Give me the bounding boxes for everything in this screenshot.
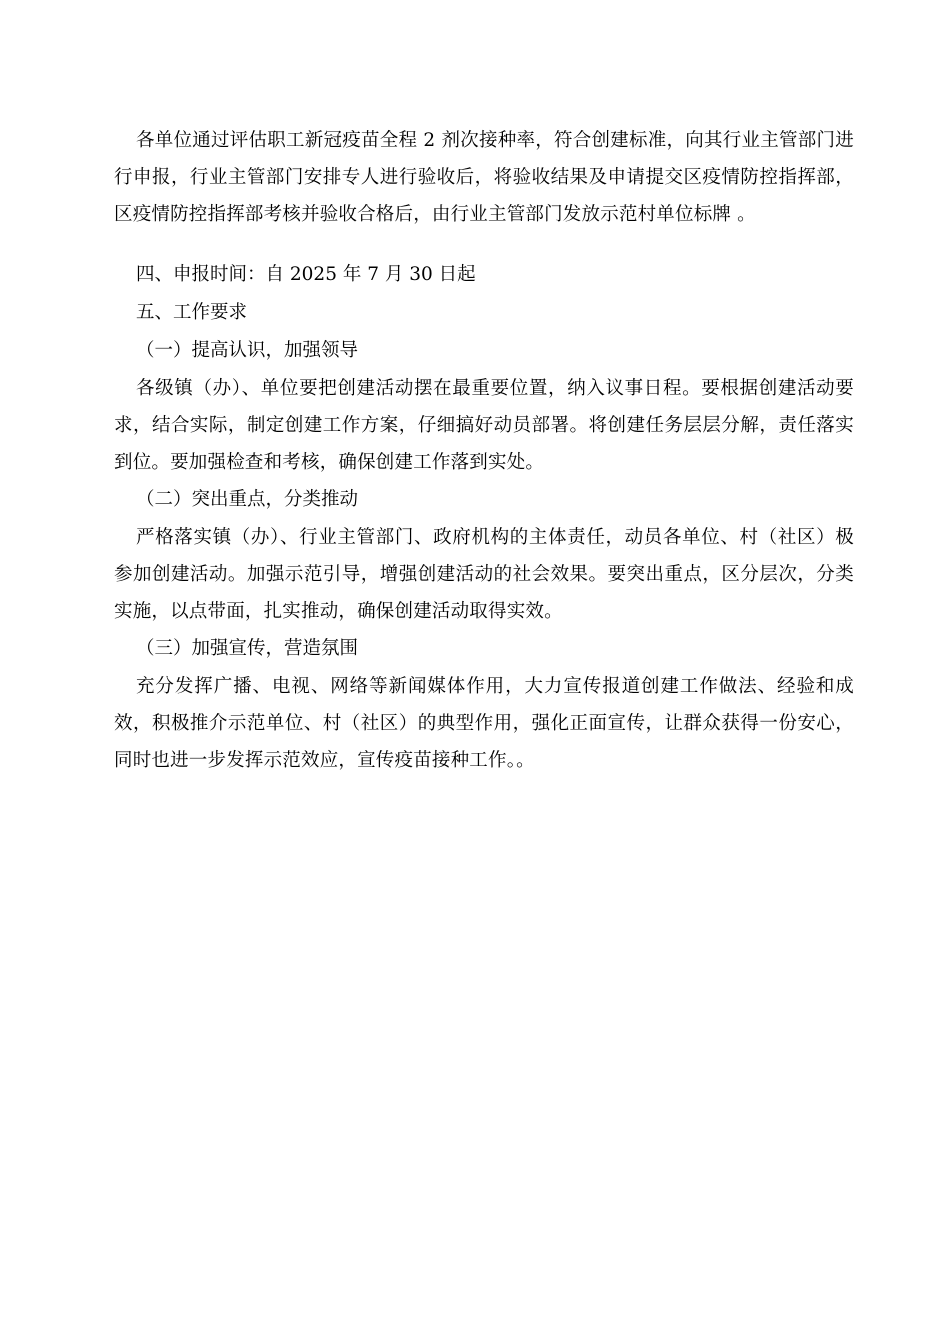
subsection-3-title: （三）加强宣传，营造氛围	[136, 638, 359, 659]
section-4-heading: 四、申报时间：自 2025 年 7 月 30 日起	[136, 264, 476, 285]
document-body	[114, 122, 854, 779]
subsection-2-title: （二）突出重点，分类推动	[136, 489, 359, 510]
paragraph-spacer	[114, 233, 854, 256]
subsection-1-title: （一）提高认识，加强领导	[136, 340, 359, 361]
subsection-2-body: 严格落实镇（办）、行业主管部门、政府机构的主体责任，动员各单位、村（社区）极参加创建活动。加强示范引导，增强创建活动的社会效果。要突出重点，区分层次，分类实施，以点带面，扎实推动，确保创建活动取得实效。	[114, 527, 854, 622]
subsection-3-body: 充分发挥广播、电视、网络等新闻媒体作用，大力宣传报道创建工作做法、经验和成效，积极推介示范单位、村（社区）的典型作用，强化正面宣传，让群众获得一份安心，同时也进一步发挥示范效应，宣传疫苗接种工作。。	[114, 676, 854, 771]
intro-paragraph: 各单位通过评估职工新冠疫苗全程 2 剂次接种率，符合创建标准，向其行业主管部门进行申报，行业主管部门安排专人进行验收后，将验收结果及申请提交区疫情防控指挥部，区疫情防控指挥部考核并验收合格后，由行业主管部门发放示范村单位标牌 。	[114, 130, 854, 225]
subsection-1-body: 各级镇（办）、单位要把创建活动摆在最重要位置，纳入议事日程。要根据创建活动要求，结合实际，制定创建工作方案，仔细搞好动员部署。将创建任务层层分解，责任落实到位。要加强检查和考核，确保创建工作落到实处。	[114, 378, 854, 473]
section-5-heading: 五、工作要求	[136, 302, 248, 323]
